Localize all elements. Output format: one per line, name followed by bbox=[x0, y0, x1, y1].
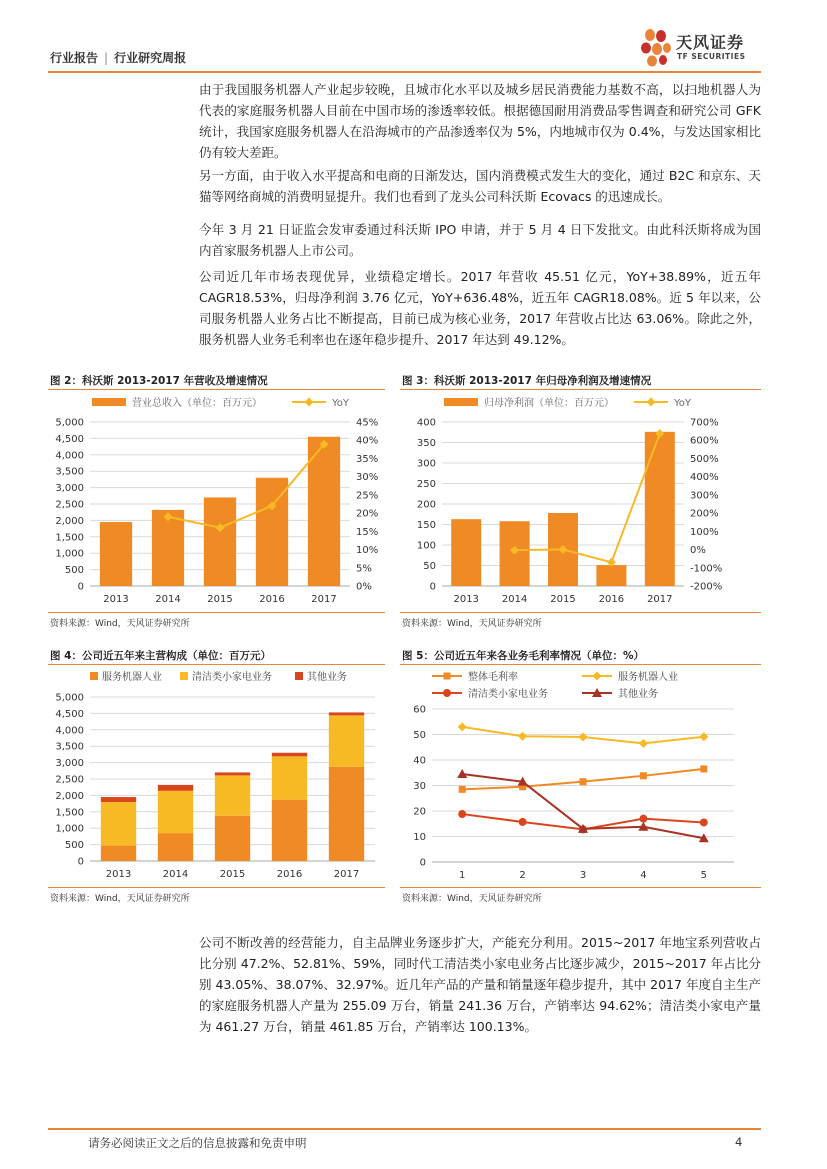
fig3-source: 资料来源：Wind，天风证券研究所 bbox=[402, 619, 542, 629]
stacked-bar-segment bbox=[101, 797, 136, 802]
y-right-tick-label: 0% bbox=[356, 581, 372, 593]
y-right-tick-label: 300% bbox=[690, 490, 719, 502]
x-tick-label: 2013 bbox=[453, 594, 479, 605]
y-right-tick-label: 30% bbox=[356, 472, 379, 484]
y-left-tick-label: 5,000 bbox=[55, 417, 84, 429]
y-tick-label: 4,500 bbox=[55, 708, 84, 720]
y-right-tick-label: 35% bbox=[356, 453, 379, 465]
series-point bbox=[700, 818, 708, 826]
legend-swatch bbox=[295, 672, 303, 680]
fig4-bottom-rule bbox=[48, 887, 385, 888]
logo-petal bbox=[645, 29, 655, 41]
y-right-tick-label: -200% bbox=[690, 581, 723, 593]
series-point bbox=[458, 810, 466, 818]
stacked-bar-segment bbox=[215, 775, 250, 815]
logo-petal bbox=[641, 43, 651, 54]
y-left-tick-label: 0 bbox=[77, 581, 84, 593]
legend-swatch bbox=[180, 672, 188, 680]
y-left-tick-label: 300 bbox=[416, 458, 436, 470]
legend-label: 服务机器人业 bbox=[618, 672, 678, 683]
logo-petals-icon bbox=[636, 24, 676, 70]
legend-label-line: YoY bbox=[332, 398, 350, 409]
header-rule bbox=[48, 71, 761, 73]
legend-label: 整体毛利率 bbox=[468, 672, 518, 683]
y-left-tick-label: 4,500 bbox=[55, 433, 84, 445]
legend-label: 清洁类小家电业务 bbox=[468, 689, 548, 700]
y-tick-label: 60 bbox=[413, 704, 426, 716]
bar bbox=[204, 497, 236, 586]
y-left-tick-label: 150 bbox=[416, 520, 436, 531]
legend-label: 其他业务 bbox=[307, 672, 347, 683]
y-left-tick-label: 50 bbox=[423, 561, 436, 572]
bar bbox=[645, 432, 675, 586]
legend-label: 服务机器人业 bbox=[102, 672, 162, 683]
y-left-tick-label: 350 bbox=[416, 438, 436, 449]
series-point bbox=[700, 765, 707, 772]
y-right-tick-label: 5% bbox=[356, 563, 372, 575]
series-point bbox=[580, 778, 587, 785]
yoy-line bbox=[168, 444, 324, 527]
fig4-title: 图 4：公司近五年来主营构成（单位：百万元） bbox=[50, 650, 271, 662]
bar bbox=[451, 519, 481, 586]
y-tick-label: 50 bbox=[413, 730, 426, 741]
bar bbox=[100, 522, 132, 586]
y-left-tick-label: 1,000 bbox=[55, 548, 84, 560]
y-tick-label: 500 bbox=[64, 840, 84, 852]
logo-text-cn: 天风证券 bbox=[676, 33, 745, 52]
stacked-bar-segment bbox=[272, 800, 307, 861]
fig2-title: 图 2：科沃斯 2013-2017 年营收及增速情况 bbox=[50, 375, 268, 387]
legend-marker bbox=[443, 689, 451, 697]
legend-marker bbox=[593, 672, 602, 681]
tf-securities-logo bbox=[636, 24, 766, 70]
logo-petal bbox=[652, 43, 662, 55]
series-point bbox=[459, 786, 466, 793]
stacked-bar-segment bbox=[158, 833, 193, 861]
stacked-bar-segment bbox=[272, 756, 307, 799]
y-tick-label: 5,000 bbox=[55, 692, 84, 704]
x-tick-label: 2014 bbox=[162, 869, 189, 880]
y-tick-label: 20 bbox=[413, 806, 426, 818]
fig5-title: 图 5：公司近五年来各业务毛利率情况（单位：%） bbox=[402, 650, 644, 662]
y-tick-label: 3,000 bbox=[55, 758, 84, 770]
logo-petal bbox=[647, 56, 657, 67]
fig2-source: 资料来源：Wind，天风证券研究所 bbox=[50, 619, 190, 629]
x-tick-label: 2016 bbox=[259, 594, 285, 605]
series-point bbox=[519, 818, 527, 826]
x-tick-label: 2014 bbox=[155, 594, 181, 605]
y-tick-label: 4,000 bbox=[55, 725, 84, 737]
logo-petal bbox=[659, 55, 667, 65]
y-right-tick-label: 700% bbox=[690, 417, 719, 429]
y-tick-label: 1,000 bbox=[55, 823, 84, 835]
x-tick-label: 2 bbox=[519, 870, 526, 881]
x-tick-label: 2014 bbox=[501, 594, 528, 605]
x-tick-label: 2013 bbox=[105, 869, 132, 880]
y-right-tick-label: 400% bbox=[690, 472, 719, 484]
x-tick-label: 4 bbox=[640, 870, 647, 881]
y-right-tick-label: 20% bbox=[356, 508, 379, 520]
legend-swatch bbox=[90, 672, 98, 680]
bar bbox=[596, 565, 626, 586]
report-subcategory: 行业研究周报 bbox=[114, 51, 187, 65]
fig3-title: 图 3：科沃斯 2013-2017 年归母净利润及增速情况 bbox=[402, 375, 652, 387]
y-tick-label: 3,500 bbox=[55, 741, 84, 753]
x-tick-label: 2015 bbox=[550, 594, 576, 605]
y-left-tick-label: 200 bbox=[416, 499, 436, 511]
fig3-bottom-rule bbox=[400, 612, 761, 613]
y-right-tick-label: 100% bbox=[690, 526, 719, 538]
stacked-bar-segment bbox=[329, 715, 364, 766]
y-tick-label: 30 bbox=[413, 781, 426, 792]
fig5-rule bbox=[400, 664, 761, 665]
stacked-bar-segment bbox=[215, 816, 250, 861]
series-point bbox=[699, 732, 708, 741]
legend-marker-line bbox=[305, 398, 314, 407]
series-point bbox=[639, 739, 648, 748]
yoy-line bbox=[515, 434, 660, 563]
x-tick-label: 2015 bbox=[219, 869, 246, 880]
stacked-bar-segment bbox=[215, 772, 250, 775]
x-tick-label: 2017 bbox=[333, 869, 360, 880]
y-left-tick-label: 3,000 bbox=[55, 483, 84, 495]
fig2-rule bbox=[48, 389, 385, 390]
legend-label-bar: 营业总收入（单位：百万元） bbox=[132, 398, 262, 409]
header-separator: | bbox=[104, 51, 109, 65]
x-tick-label: 2016 bbox=[598, 594, 625, 605]
x-tick-label: 2017 bbox=[647, 594, 673, 605]
fig3-profit-chart bbox=[394, 392, 764, 612]
series-point bbox=[579, 733, 588, 742]
stacked-bar-segment bbox=[329, 712, 364, 715]
y-left-tick-label: 250 bbox=[416, 479, 436, 490]
x-tick-label: 2015 bbox=[207, 594, 233, 605]
y-tick-label: 2,000 bbox=[55, 790, 84, 802]
fig5-gross-margin-chart bbox=[394, 666, 764, 888]
fig3-rule bbox=[400, 389, 761, 390]
footer-disclaimer: 请务必阅读正文之后的信息披露和免责申明 bbox=[88, 1136, 307, 1150]
fig2-bottom-rule bbox=[48, 612, 385, 613]
y-left-tick-label: 2,000 bbox=[55, 515, 84, 527]
stacked-bar-segment bbox=[101, 846, 136, 861]
x-tick-label: 2013 bbox=[103, 594, 129, 605]
stacked-bar-segment bbox=[272, 753, 307, 757]
y-left-tick-label: 0 bbox=[429, 581, 436, 593]
y-right-tick-label: 0% bbox=[690, 545, 706, 557]
series-point bbox=[639, 815, 647, 823]
stacked-bar-segment bbox=[329, 767, 364, 861]
logo-petal bbox=[656, 30, 666, 42]
legend-label-bar: 归母净利润（单位：百万元） bbox=[484, 398, 614, 409]
y-right-tick-label: 200% bbox=[690, 508, 719, 520]
logo-text-en: TF SECURITIES bbox=[677, 52, 746, 61]
legend-label: 其他业务 bbox=[618, 689, 658, 700]
bar bbox=[152, 510, 184, 586]
fig5-source: 资料来源：Wind，天风证券研究所 bbox=[402, 894, 542, 904]
logo-petal bbox=[663, 43, 671, 53]
legend-marker bbox=[444, 673, 451, 680]
fig4-business-mix-chart bbox=[42, 666, 387, 888]
y-left-tick-label: 1,500 bbox=[55, 532, 84, 544]
series-point bbox=[640, 772, 647, 779]
legend-swatch-bar bbox=[444, 398, 478, 406]
y-left-tick-label: 3,500 bbox=[55, 466, 84, 478]
x-tick-label: 2016 bbox=[276, 869, 303, 880]
paragraph-performance: 公司近几年市场表现优异，业绩稳定增长。2017 年营收 45.51 亿元，YoY+38.89%，近五年 CAGR18.53%，归母净利润 3.76 亿元，YoY+636.48%，近五年 CAGR18.08%。近 5 年以来，公司服务机器人业务占比不断提高，目前已成为核心业务，2017 年营收占比达 63.06%。除此之外，服务机器人业务毛利率也在逐年稳步提升、2017 年达到 49.12%。 bbox=[199, 269, 761, 347]
stacked-bar-segment bbox=[101, 802, 136, 846]
page-number: 4 bbox=[735, 1135, 743, 1149]
y-tick-label: 1,500 bbox=[55, 807, 84, 819]
y-left-tick-label: 400 bbox=[416, 417, 436, 429]
y-tick-label: 2,500 bbox=[55, 774, 84, 786]
y-right-tick-label: 45% bbox=[356, 417, 379, 429]
x-tick-label: 2017 bbox=[311, 594, 337, 605]
series-point bbox=[518, 732, 527, 741]
y-right-tick-label: 10% bbox=[356, 545, 379, 557]
legend-swatch-bar bbox=[92, 398, 126, 406]
paragraph-operations: 公司不断改善的经营能力，自主品牌业务逐步扩大，产能充分利用。2015~2017 年地宝系列营收占比分别 47.2%、52.81%、59%，同时代工清洁类小家电业务占比逐步减少，2015~2017 年占比分别 43.05%、38.07%、32.97%。近几年产品的产量和销量逐年稳步提升，其中 2017 年度自主生产的家庭服务机器人产量为 255.09 万台，销量 241.36 万台，产销率达 94.62%；清洁类小家电产量为 461.27 万台，销量 461.85 万台，产销率达 100.13%。 bbox=[199, 935, 761, 1034]
y-left-tick-label: 4,000 bbox=[55, 450, 84, 462]
paragraph-ipo: 今年 3 月 21 日证监会发审委通过科沃斯 IPO 申请，并于 5 月 4 日下发批文。由此科沃斯将成为国内首家服务机器人上市公司。 bbox=[199, 222, 761, 258]
y-tick-label: 0 bbox=[77, 856, 84, 868]
y-right-tick-label: 25% bbox=[356, 490, 379, 502]
y-tick-label: 40 bbox=[413, 755, 426, 767]
y-right-tick-label: 40% bbox=[356, 435, 379, 447]
series-point bbox=[458, 722, 467, 731]
x-tick-label: 1 bbox=[459, 870, 466, 881]
x-tick-label: 5 bbox=[700, 870, 707, 881]
y-left-tick-label: 2,500 bbox=[55, 499, 84, 511]
y-tick-label: 10 bbox=[413, 832, 426, 843]
x-tick-label: 3 bbox=[579, 870, 587, 881]
y-right-tick-label: 600% bbox=[690, 435, 719, 447]
paragraph-consumption: 另一方面，由于收入水平提高和电商的日渐发达，国内消费模式发生大的变化，通过 B2C 和京东、天猫等网络商城的消费明显提升。我们也看到了龙头公司科沃斯 Ecovacs 的迅速成长。 bbox=[199, 168, 761, 204]
y-left-tick-label: 100 bbox=[416, 540, 436, 552]
y-tick-label: 0 bbox=[419, 857, 426, 869]
report-header bbox=[50, 49, 186, 66]
y-left-tick-label: 500 bbox=[64, 565, 84, 577]
fig4-source: 资料来源：Wind，天风证券研究所 bbox=[50, 894, 190, 904]
legend-marker-line bbox=[647, 398, 656, 407]
report-category: 行业报告 bbox=[50, 51, 99, 65]
legend-label-line: YoY bbox=[674, 398, 692, 409]
legend-label: 清洁类小家电业务 bbox=[192, 672, 272, 683]
y-right-tick-label: 500% bbox=[690, 453, 719, 465]
stacked-bar-segment bbox=[158, 785, 193, 791]
fig4-rule bbox=[48, 664, 385, 665]
fig2-revenue-chart bbox=[42, 392, 387, 612]
y-right-tick-label: -100% bbox=[690, 563, 723, 575]
y-right-tick-label: 15% bbox=[356, 526, 379, 538]
footer-rule bbox=[48, 1128, 761, 1130]
stacked-bar-segment bbox=[158, 791, 193, 833]
fig5-bottom-rule bbox=[400, 887, 761, 888]
paragraph-penetration: 由于我国服务机器人产业起步较晚，且城市化水平以及城乡居民消费能力基数不高，以扫地机器人为代表的家庭服务机器人目前在中国市场的渗透率较低。根据德国耐用消费品零售调查和研究公司 GFK 统计，我国家庭服务机器人在沿海城市的产品渗透率仅为 5%，内地城市仅为 0.4%，与发达国家相比仍有较大差距。 bbox=[199, 82, 761, 160]
